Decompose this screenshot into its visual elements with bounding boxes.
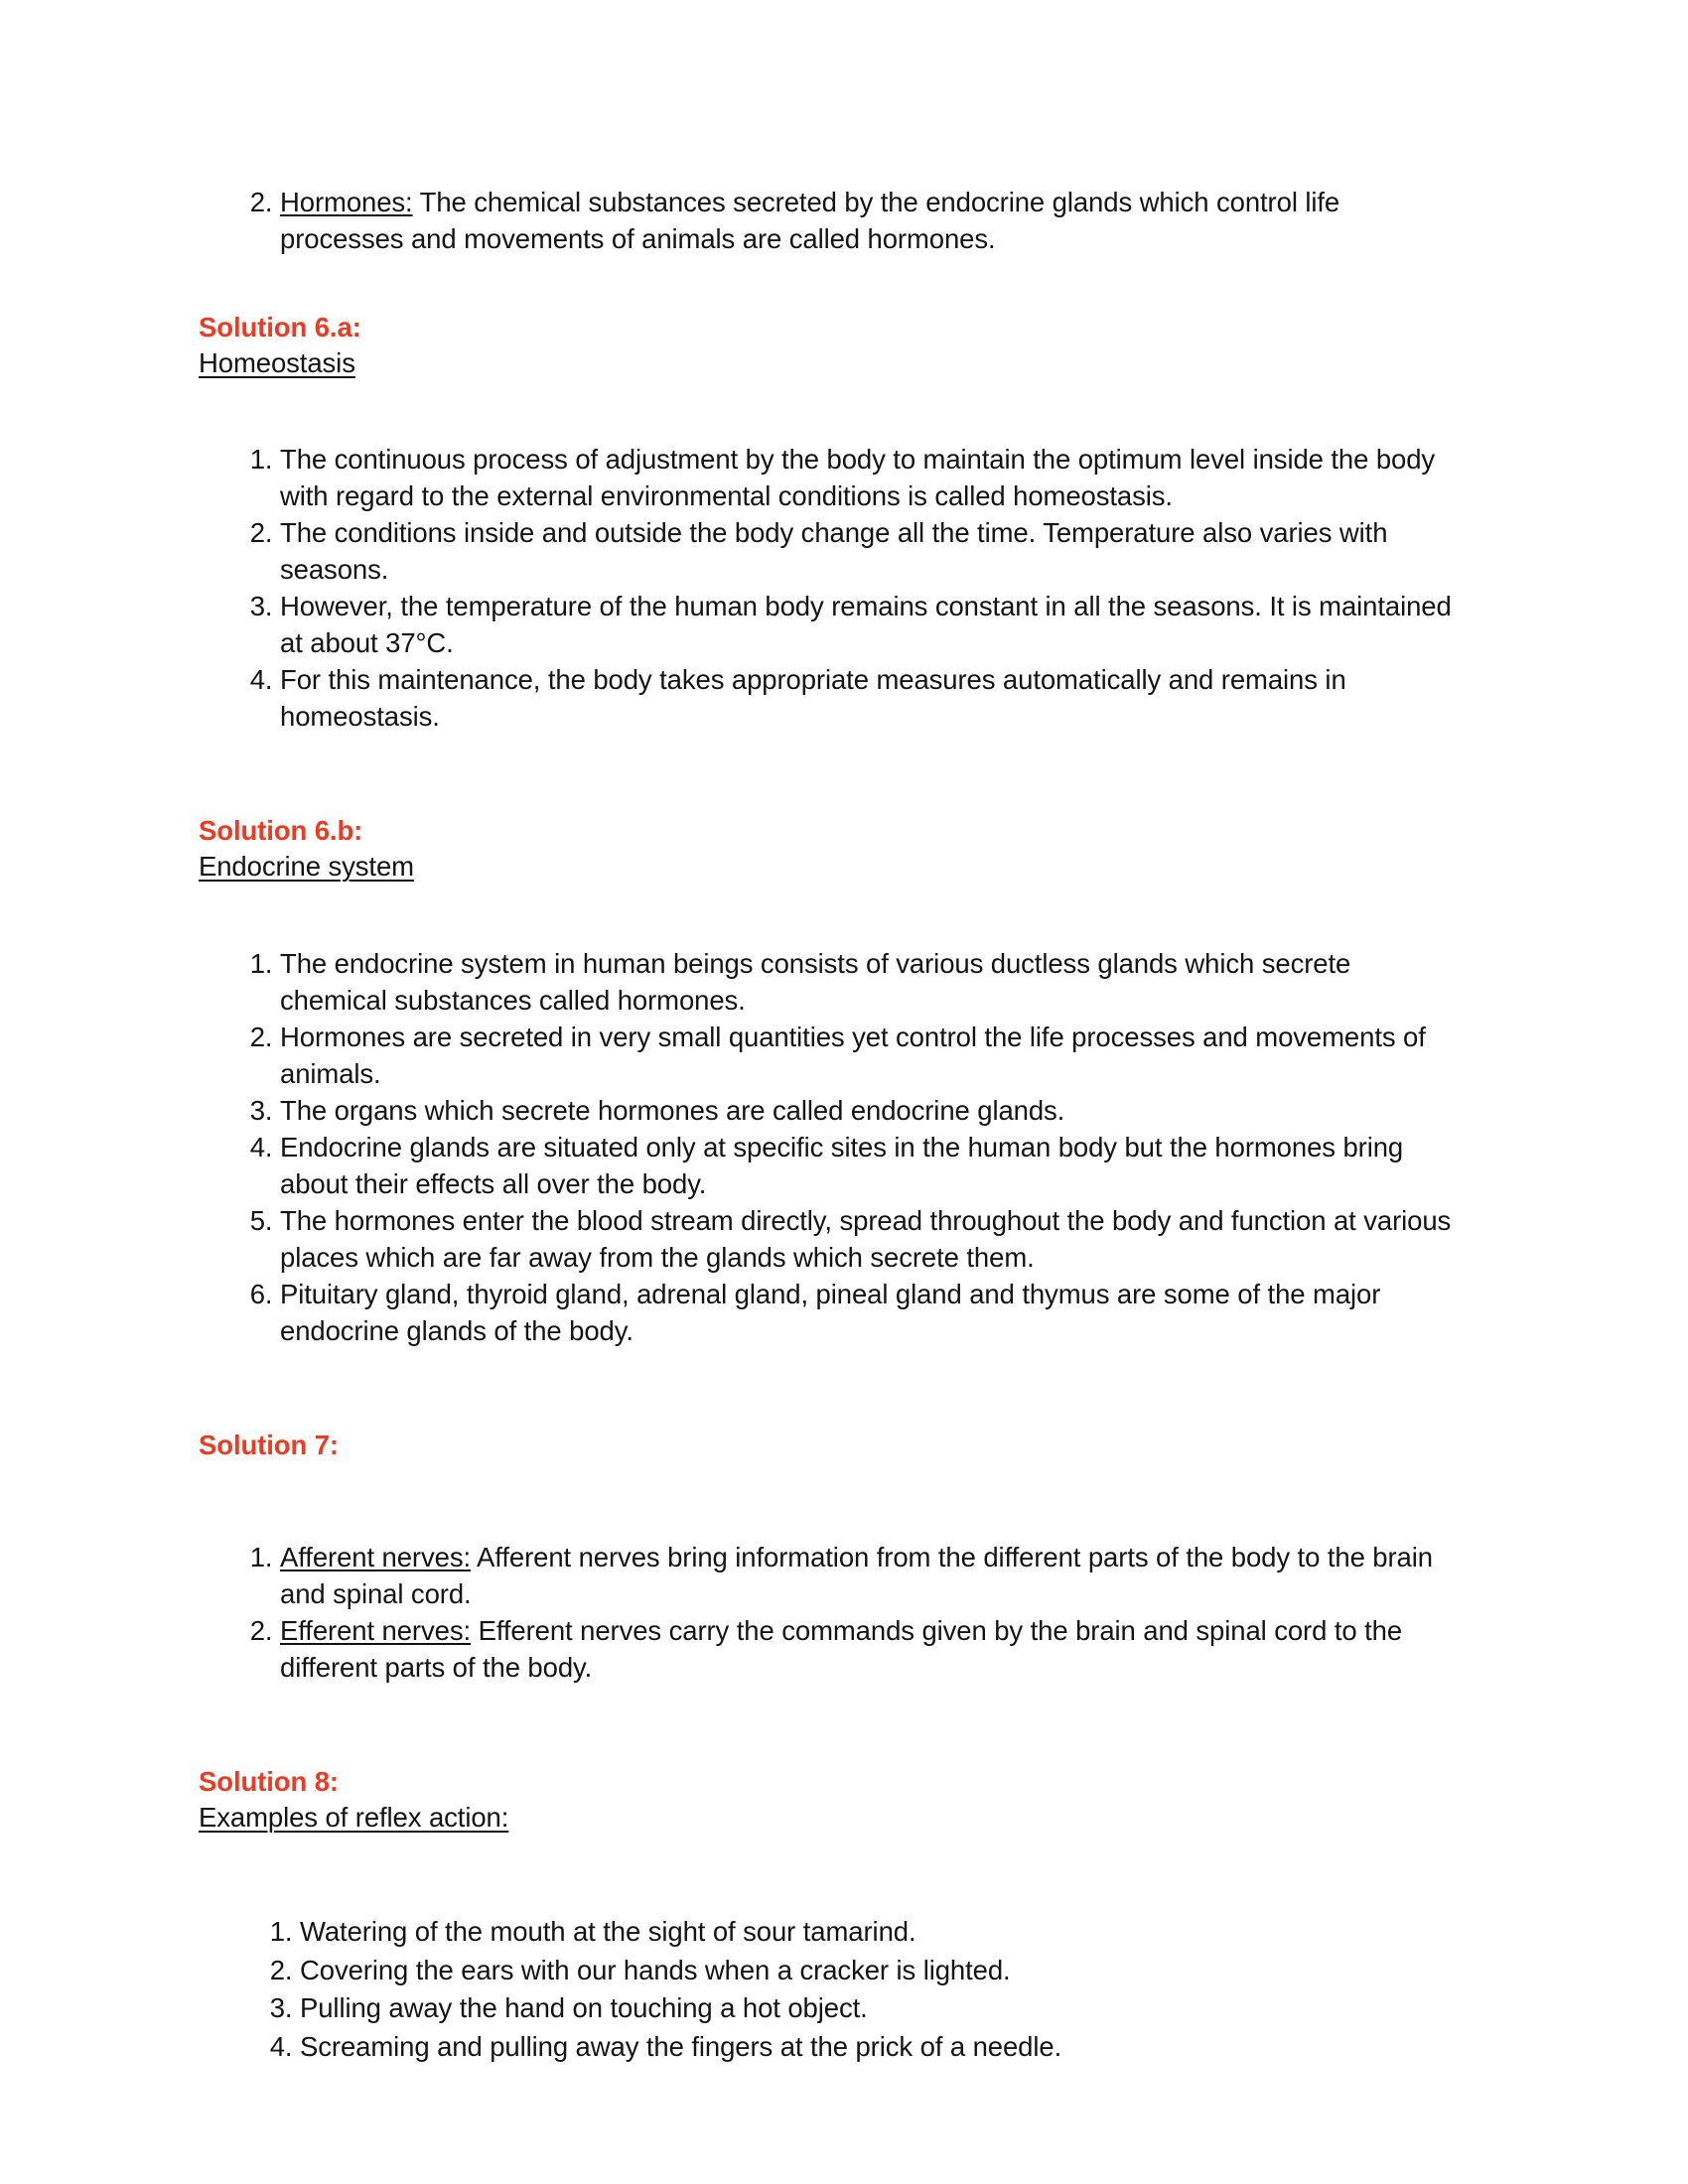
spacer [199,258,1465,310]
term-label: Efferent nerves: [280,1615,472,1647]
document-content [199,185,1465,2067]
list-item: 2. Covering the ears with our hands when a cracker is lighted. [300,1952,1465,1990]
list-item: 2. The conditions inside and outside the body change all the time. Temperature also varies with seasons. [280,515,1465,589]
solution-7-list [199,1540,1465,1687]
spacer [199,1350,1465,1428]
list-item: 2. Hormones are secreted in very small quantities yet control the life processes and movements of animals. [280,1020,1465,1093]
solution-6b-list [199,946,1465,1350]
list-item: 3. The organs which secrete hormones are called endocrine glands. [280,1093,1465,1130]
heading-solution-6b: Solution 6.b: [199,815,363,847]
list-item [280,1540,1465,1613]
list-item: 4. Screaming and pulling away the fingers at the prick of a needle. [300,2028,1465,2067]
term-definition: The chemical substances secreted by the endocrine glands which control life processes and movements of animals are called hormones. [280,187,1340,254]
list-item: 4. For this maintenance, the body takes appropriate measures automatically and remains in homeostasis. [280,662,1465,736]
solution-8-list [199,1913,1465,2067]
spacer [199,736,1465,813]
term-label: Hormones: [280,187,413,217]
intro-definition-list [199,185,1465,258]
list-item [280,1613,1465,1687]
subheading-homeostasis: Homeostasis [199,346,355,378]
subheading-endocrine-system: Endocrine system [199,851,414,883]
spacer [199,1687,1465,1764]
list-item [280,185,1465,258]
subheading-examples-reflex-action: Examples of reflex action: [199,1802,509,1834]
term-definition: Afferent nerves bring information from the different parts of the body to the brain and spinal cord. [280,1542,1433,1610]
list-item: 1. The continuous process of adjustment by the body to maintain the optimum level inside the body with regard to the external environmental conditions is called homeostasis. [280,442,1465,515]
heading-solution-7: Solution 7: [199,1429,339,1460]
list-item: 4. Endocrine glands are situated only at specific sites in the human body but the hormones bring about their effects all over the body. [280,1130,1465,1203]
term-label: Afferent nerves: [280,1542,472,1573]
solution-6a-list [199,442,1465,736]
heading-solution-8: Solution 8: [199,1766,339,1798]
spacer [199,885,1465,946]
list-item: 6. Pituitary gland, thyroid gland, adrenal gland, pineal gland and thymus are some of the major endocrine glands of the body. [280,1277,1465,1350]
heading-solution-6a: Solution 6.a: [199,311,361,342]
list-item: 3. Pulling away the hand on touching a hot object. [300,1989,1465,2028]
list-item: 1. The endocrine system in human beings consists of various ductless glands which secrete chemical substances called hormones. [280,946,1465,1020]
term-definition: Efferent nerves carry the commands given by the brain and spinal cord to the different parts of the body. [280,1615,1403,1684]
spacer [199,1462,1465,1540]
list-item: 3. However, the temperature of the human body remains constant in all the seasons. It is maintained at about 37°C. [280,589,1465,662]
spacer [199,1836,1465,1913]
spacer [199,380,1465,442]
list-item: 1. Watering of the mouth at the sight of sour tamarind. [300,1913,1465,1952]
list-item: 5. The hormones enter the blood stream directly, spread throughout the body and function at various places which are far away from the glands which secrete them. [280,1203,1465,1277]
